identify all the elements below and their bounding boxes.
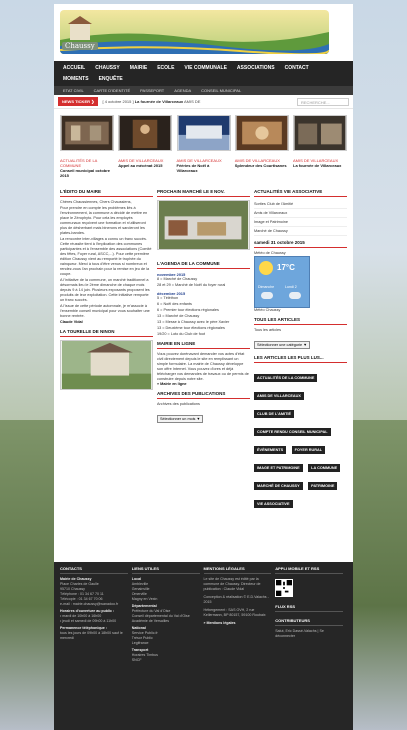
subnav-item-passeport[interactable]: PASSEPORT (140, 88, 165, 93)
footer-link[interactable]: Académie de Versailles (131, 619, 170, 623)
contact-line: 95710 Chaussy (60, 587, 85, 591)
featured-slide[interactable] (60, 115, 114, 185)
agenda-item: 6 = Noël des enfants (157, 302, 192, 306)
footer-link[interactable]: Conseil départemental du Val d'Oise (131, 614, 190, 618)
news-ticker-label: NEWS TICKER ❯ (58, 97, 98, 106)
agenda-month: novembre 2015 (157, 272, 186, 277)
footer-link[interactable]: Ambleville (131, 582, 149, 586)
contact-email[interactable]: e-mail : mairie.chaussy@wanadoo.fr (60, 602, 119, 606)
footer-link[interactable]: SNCF (131, 658, 142, 662)
news-ticker (54, 95, 353, 109)
section-heading: ACTUALITÉS VIE ASSOCIATIVE (254, 189, 347, 197)
weather-cloud-icon (261, 292, 273, 299)
agenda-item: 28 et 29 = Marché de Noël du foyer rural (157, 283, 226, 287)
weather-day: Lundi 2 (285, 285, 297, 289)
footer-link[interactable]: Legifrance (131, 641, 149, 645)
section-heading: LES ARTICLES LES PLUS LUS... (254, 355, 347, 363)
agenda-item: 13 = Deuxième tour élections régionales (157, 326, 225, 330)
slide-thumbnail[interactable] (293, 115, 347, 151)
assoc-link[interactable]: Image et Patrimoine (254, 218, 347, 227)
tag-link[interactable]: FOYER RURAL (292, 446, 325, 454)
links-group: National (131, 626, 146, 630)
archives-select[interactable]: Sélectionner un mois ▼ (157, 415, 203, 423)
agenda-item: 13 = Marché de Chaussy (157, 314, 200, 318)
phone-line: tous les jours de 09h00 à 18h00 sauf le mercredi (60, 631, 123, 640)
ticker-category: AMIS DE (184, 99, 201, 104)
tag-link[interactable]: PATRIMOINE (308, 482, 337, 490)
legal-link[interactable]: » Mentions légales (203, 621, 236, 625)
page-container (54, 4, 353, 730)
edito-paragraph: Chères Chaussiennes, Chers Chaussiens, (60, 200, 132, 204)
agenda-item: 19/20 = Loto du Club de foot (157, 332, 206, 336)
sidebar-column (252, 185, 349, 510)
links-block (132, 577, 200, 663)
weather-date: samedi 31 octobre 2015 (254, 240, 347, 248)
assoc-link[interactable]: Sorties Club de l'Amitié (254, 200, 347, 209)
logo-banner[interactable] (60, 10, 329, 54)
edito-paragraph: La rencontre inter-villages a connu un franc succès. Cette réussite tient à l'implication des communes participantes et à l'ensemble des associations (Comité des fêtes, Foyer rural, ASCC,...). Pour cette première édition Chaussy vient au remporté le trophée du vainqueur. Merci à tous d'être venus si nombreux et rendez-vous l'an prochain pour la remise en jeu de la coupe. (60, 237, 152, 276)
online-more-link[interactable]: » Mairie en ligne (157, 382, 187, 386)
contact-line: Téléphone : 01 34 67 70 11 (60, 592, 104, 596)
slide-thumbnail[interactable] (118, 115, 172, 151)
weather-credit[interactable]: Météo Chaussy (254, 308, 281, 312)
contact-block (60, 577, 128, 641)
news-ticker-text[interactable] (102, 99, 297, 104)
edito-paragraph: Pour prendre en compte les problèmes liés à l'environnement, la commune a décidé de mettre en place le Zérophyto. Pour cela les employés communaux reçoivent une formation et n'utiliseront plus de désherbant mais binerons et sarcleront les plates-bandes. (60, 206, 148, 235)
tag-link[interactable]: IMAGE ET PATRIMOINE (254, 464, 303, 472)
category-select[interactable]: Sélectionner une catégorie ▼ (254, 341, 310, 349)
section-heading: L'AGENDA DE LA COMMUNE (157, 261, 250, 269)
slide-title[interactable]: Conseil municipal octobre 2015 (60, 168, 111, 178)
agenda-item: 13 = Messe à Chaussy avec le père Xavier (157, 320, 230, 324)
slide-title[interactable]: La fournée de Villarceaux (293, 163, 342, 168)
nav-item-accueil[interactable]: ACCUEIL (63, 65, 86, 71)
tag-link[interactable]: ÉVÈNEMENTS (254, 446, 286, 454)
phone-heading: Permanence téléphonique : (60, 626, 107, 630)
footer-link[interactable]: Service Public.fr (131, 631, 158, 635)
tag-link[interactable]: COMPTE RENDU CONSEIL MUNICIPAL (254, 428, 331, 436)
agenda-item: 8 = Marché de Chaussy (157, 277, 198, 281)
footer-link[interactable]: Magny en Vexin (131, 597, 158, 601)
footer-link[interactable]: Genainville (131, 587, 150, 591)
subnav-item-conseil-municipal[interactable]: CONSEIL MUNICIPAL (201, 88, 242, 93)
footer-heading[interactable]: FLUX RSS (275, 604, 343, 612)
section-heading: ARCHIVES DES PUBLICATIONS (157, 391, 250, 399)
weather-temperature: 17°C (277, 263, 295, 272)
footer-links (132, 566, 204, 663)
subnav-item-etat-civil[interactable]: ETAT CIVIL (63, 88, 84, 93)
articles-label: Tous les articles (254, 328, 282, 332)
section-heading: TOUS LES ARTICLES (254, 317, 347, 325)
footer-heading: LIENS UTILES (132, 566, 200, 574)
primary-nav (54, 61, 353, 86)
weather-day: Dimanche (258, 285, 275, 289)
footer-heading: CONTACTS (60, 566, 128, 574)
edito-signature: Claude Vidal (60, 320, 83, 324)
section-heading: MAIRIE EN LIGNE (157, 341, 250, 349)
tourelle-photo[interactable] (60, 340, 153, 390)
agenda-list (157, 277, 250, 288)
edito-paragraph: A l'issue de cette période automnale, je m'associe à l'ensemble conseil municipal pour vous souhaiter une bonne rentrée. (60, 304, 150, 318)
qr-code-icon[interactable] (275, 579, 293, 597)
contact-name: Mairie de Chaussy (60, 577, 92, 581)
links-group: Départemental (131, 604, 157, 608)
footer-columns (60, 566, 347, 663)
slide-title[interactable]: Fééries de Noël à Villarceaux (176, 163, 210, 173)
footer-heading: APPLI MOBILE ET RSS (275, 566, 343, 574)
tag-cloud (254, 366, 347, 510)
assoc-link[interactable]: Amis de Villarceaux (254, 209, 347, 218)
footer-legal (204, 566, 276, 663)
featured-slide[interactable] (293, 115, 347, 185)
main-columns (54, 185, 353, 510)
edito-text (60, 200, 153, 325)
weather-place: Météo de Chaussy (254, 251, 286, 255)
contact-line: Place Charles de Gaulle (60, 582, 99, 586)
site-footer (54, 562, 353, 730)
edito-paragraph: A l'initiative de la commune, un marché traditionnel a désormais lieu le 2ème dimanche de chaque mois depuis 9 à 14 juin. Plusieurs exposants proposent les produits de leur exploitation. Cette initiative remporte un franc succès. (60, 278, 150, 302)
tag-link[interactable]: ACTUALITÉS DE LA COMMUNE (254, 374, 317, 382)
section-heading: PROCHAIN MARCHÉ LE 8 NOV. (157, 189, 250, 197)
slide-category[interactable]: AMIS DE VILLARCEAUX (234, 158, 280, 163)
footer-heading: CONTRIBUTEURS (275, 618, 343, 626)
ticker-date: [ 4 octobre 2015 ] (102, 99, 134, 104)
footer-link[interactable]: Omerville (131, 592, 147, 596)
nav-item-vie-communale[interactable]: VIE COMMUNALE (184, 65, 227, 71)
contact-line: Télécopie : 01 34 67 70 06 (60, 597, 103, 601)
footer-heading: MENTIONS LÉGALES (204, 566, 272, 574)
edito-column (58, 185, 155, 510)
slide-category[interactable]: AMIS DE VILLARCEAUX (118, 158, 164, 163)
agenda-column (155, 185, 252, 510)
featured-slide[interactable] (235, 115, 289, 185)
agenda-item: 5 = Téléthon (157, 296, 179, 300)
slide-thumbnail[interactable] (177, 115, 231, 151)
slide-category[interactable]: AMIS DE VILLARCEAUX (293, 158, 339, 163)
subnav-item-agenda[interactable]: AGENDA (174, 88, 192, 93)
nav-item-contact[interactable]: CONTACT (284, 65, 309, 71)
slide-category[interactable]: ACTUALITÉS DE LA COMMUNE (60, 158, 98, 168)
featured-slider (54, 109, 353, 185)
hours-heading: Horaires d'ouverture au public : (60, 609, 115, 613)
tag-link[interactable]: MARCHÉ DE CHAUSSY (254, 482, 303, 490)
section-heading: LA TOURELLE DE NINON (60, 329, 153, 337)
logo-text: Chaussy (62, 42, 98, 50)
secondary-nav (54, 86, 353, 95)
footer-contacts (60, 566, 132, 663)
weather-sun-icon (259, 261, 273, 275)
subnav-item-carte-identite[interactable]: CARTE D'IDENTITÉ (93, 88, 131, 93)
nav-item-enquete[interactable]: ENQUÊTE (98, 75, 123, 82)
nav-item-associations[interactable]: ASSOCIATIONS (236, 65, 275, 71)
slide-title[interactable]: Appel au mécénat 2015 (118, 163, 163, 168)
ticker-headline[interactable]: La fournée de Villarceaux (134, 99, 184, 104)
footer-link[interactable]: Préfecture du Val d'Oise (131, 609, 171, 613)
hosting-info: Hébergement : SAS OVH, 2 rue Kellermann, BP 80157, 59100 Roubaix (203, 608, 266, 617)
tag-link[interactable]: CLUB DE L'AMITIÉ (254, 410, 294, 418)
hours-line: • mardi de 10h00 à 16h00 (60, 614, 102, 618)
links-group: Transport (131, 648, 149, 652)
hours-line: • jeudi et samedi de 09h00 à 11h00 (60, 619, 117, 623)
slide-category[interactable]: AMIS DE VILLARCEAUX (176, 158, 222, 163)
weather-widget[interactable] (254, 256, 310, 308)
agenda-list (157, 296, 250, 337)
footer-link[interactable]: Horaires Timbus (131, 653, 158, 657)
links-group: Local (131, 577, 142, 581)
section-heading: L'ÉDITO DU MAIRE (60, 189, 153, 197)
slide-title[interactable]: Splendeur des Courtisanes (234, 163, 287, 168)
market-photo[interactable] (157, 200, 250, 250)
search-input[interactable]: RECHERCHE... (297, 98, 349, 106)
assoc-link[interactable]: Marché de Chaussy (254, 227, 347, 236)
featured-slide[interactable] (118, 115, 172, 185)
weather-cloud-icon (289, 292, 301, 299)
featured-slide[interactable] (177, 115, 231, 185)
slide-thumbnail[interactable] (235, 115, 289, 151)
online-text: Vous pouvez dorénavant demander vos actes d'état civil directement depuis le site en remplissant un simple formulaire. La mairie de Chaussy développe son offre Internet. Vous pouvez d'ores et déjà télécharger vos demandes de travaux ou de permis de construire depuis notre site. (157, 352, 249, 381)
tag-link[interactable]: LA COMMUNE (308, 464, 340, 472)
tag-link[interactable]: VIE ASSOCIATIVE (254, 500, 293, 508)
nav-item-ecole[interactable]: ECOLE (157, 65, 175, 71)
nav-item-chaussy[interactable]: CHAUSSY (95, 65, 120, 71)
nav-item-mairie[interactable]: MAIRIE (129, 65, 148, 71)
legal-text: Le site de Chaussy est édité par la commune de Chaussy. Directeur de publication : Claude Vidal (203, 577, 261, 591)
contributor-text[interactable]: Salut, Eric Dassé-Valachs | Se déconnecter (275, 629, 324, 638)
site-header (54, 4, 353, 61)
design-credit: Conception & réalisation © E.D.Valachs - 2015 (203, 595, 269, 604)
archives-label: Archives des publications (157, 402, 200, 406)
nav-item-moments[interactable]: MOMENTS (63, 75, 89, 82)
slide-thumbnail[interactable] (60, 115, 114, 151)
agenda-month: décembre 2015 (157, 291, 186, 296)
tag-link[interactable]: AMIS DE VILLARCEAUX (254, 392, 304, 400)
footer-link[interactable]: Trésor Public (131, 636, 153, 640)
footer-app (275, 566, 347, 663)
agenda-item: 6 = Premier tour élections régionales (157, 308, 219, 312)
